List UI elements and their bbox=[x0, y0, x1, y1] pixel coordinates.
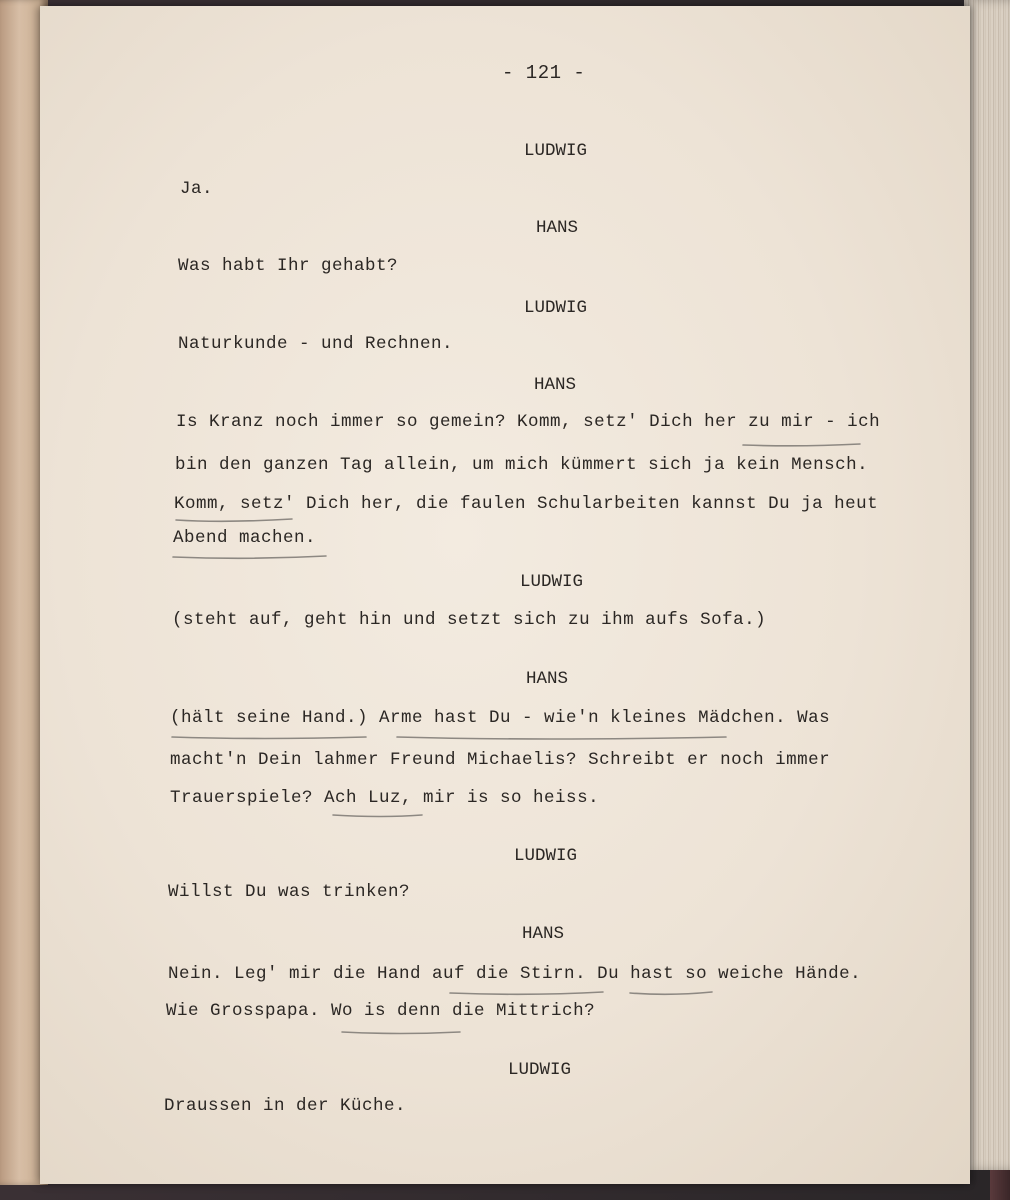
page-number: - 121 - bbox=[502, 62, 586, 84]
speaker-name: LUDWIG bbox=[520, 572, 584, 592]
pencil-underline bbox=[342, 1032, 460, 1034]
dialogue-line: Is Kranz noch immer so gemein? Komm, setz' Dich her zu mir - ich bbox=[176, 412, 881, 432]
dialogue-line: Naturkunde - und Rechnen. bbox=[178, 334, 454, 354]
dialogue-line: Nein. Leg' mir die Hand auf die Stirn. Du hast so weiche Hände. bbox=[168, 964, 862, 984]
pencil-underline bbox=[743, 444, 860, 446]
speaker-name: LUDWIG bbox=[514, 846, 578, 866]
dialogue-line: bin den ganzen Tag allein, um mich kümmert sich ja kein Mensch. bbox=[175, 455, 869, 475]
pencil-underline bbox=[173, 556, 326, 558]
speaker-name: HANS bbox=[522, 924, 565, 944]
dialogue-line: Willst Du was trinken? bbox=[168, 882, 411, 902]
stage-direction: (steht auf, geht hin und setzt sich zu ihm aufs Sofa.) bbox=[172, 610, 767, 630]
dialogue-line: Komm, setz' Dich her, die faulen Schularbeiten kannst Du ja heut bbox=[174, 494, 879, 514]
pencil-underline bbox=[397, 737, 726, 739]
speaker-name: LUDWIG bbox=[508, 1060, 572, 1080]
pencil-underline bbox=[176, 519, 292, 521]
pencil-annotations bbox=[40, 6, 970, 1184]
dialogue-line: Was habt Ihr gehabt? bbox=[178, 256, 399, 276]
speaker-name: HANS bbox=[536, 218, 579, 238]
page-stack-edge bbox=[964, 0, 1010, 1170]
dialogue-line: Trauerspiele? Ach Luz, mir is so heiss. bbox=[170, 788, 600, 808]
pencil-underline bbox=[172, 737, 366, 739]
dialogue-line: Draussen in der Küche. bbox=[164, 1096, 407, 1116]
speaker-name: HANS bbox=[534, 375, 577, 395]
pencil-underline bbox=[630, 992, 712, 994]
dialogue-line: (hält seine Hand.) Arme hast Du - wie'n kleines Mädchen. Was bbox=[170, 708, 831, 728]
pencil-underline bbox=[450, 992, 603, 994]
dialogue-line: Abend machen. bbox=[173, 528, 317, 548]
dialogue-line: macht'n Dein lahmer Freund Michaelis? Schreibt er noch immer bbox=[170, 750, 831, 770]
dialogue-line: Ja. bbox=[180, 179, 214, 199]
speaker-name: HANS bbox=[526, 669, 569, 689]
speaker-name: LUDWIG bbox=[524, 298, 588, 318]
pencil-underline bbox=[333, 815, 422, 817]
dialogue-line: Wie Grosspapa. Wo is denn die Mittrich? bbox=[166, 1001, 596, 1021]
page-sheet bbox=[40, 6, 970, 1184]
speaker-name: LUDWIG bbox=[524, 141, 588, 161]
